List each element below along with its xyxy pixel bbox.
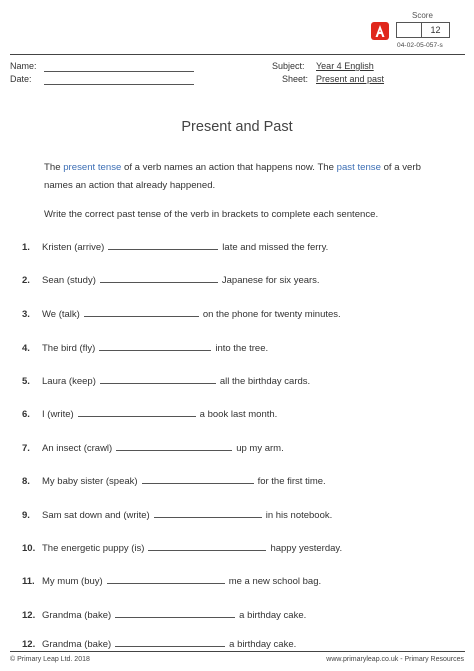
question-rest: a book last month. bbox=[199, 409, 278, 420]
intro-text: of a verb names an action that happens now. The bbox=[121, 162, 337, 173]
score-label: Score bbox=[412, 11, 433, 20]
score-total: 12 bbox=[430, 25, 441, 35]
question-prompt: The bird (fly) bbox=[42, 343, 96, 354]
question-prompt: I (write) bbox=[42, 409, 74, 420]
question-rest: happy yesterday. bbox=[270, 543, 343, 554]
header-rule bbox=[10, 54, 465, 55]
answer-blank[interactable] bbox=[116, 441, 232, 451]
question-rest: Japanese for six years. bbox=[221, 275, 320, 286]
date-label: Date: bbox=[10, 74, 32, 84]
answer-blank[interactable] bbox=[148, 541, 266, 551]
answer-blank[interactable] bbox=[99, 341, 211, 351]
answer-blank[interactable] bbox=[78, 407, 196, 417]
sheet-value: Present and past bbox=[316, 74, 385, 84]
question-prompt: Kristen (arrive) bbox=[42, 242, 105, 253]
question-item bbox=[22, 508, 332, 522]
question-number: 11. bbox=[22, 576, 35, 587]
intro-paragraph bbox=[44, 159, 444, 194]
question-item bbox=[22, 474, 326, 488]
answer-blank[interactable] bbox=[108, 240, 218, 250]
question-number: 4. bbox=[22, 343, 30, 354]
answer-blank[interactable] bbox=[100, 374, 216, 384]
question-rest: all the birthday cards. bbox=[219, 376, 311, 387]
question-item bbox=[22, 541, 342, 555]
question-item bbox=[22, 341, 268, 355]
score-input[interactable] bbox=[397, 23, 422, 37]
question-prompt: My baby sister (speak) bbox=[42, 476, 138, 487]
question-prompt: The energetic puppy (is) bbox=[42, 543, 145, 554]
question-item bbox=[22, 637, 296, 651]
question-prompt: My mum (buy) bbox=[42, 576, 103, 587]
question-rest: on the phone for twenty minutes. bbox=[202, 309, 341, 320]
subject-value: Year 4 English bbox=[316, 61, 374, 71]
answer-blank[interactable] bbox=[107, 574, 225, 584]
question-number: 2. bbox=[22, 275, 30, 286]
question-number: 12. bbox=[22, 610, 36, 621]
intro-text: The bbox=[44, 162, 64, 173]
question-rest: for the first time. bbox=[257, 476, 326, 487]
question-item bbox=[22, 441, 284, 455]
question-item bbox=[22, 240, 328, 254]
past-tense-term: past tense bbox=[336, 162, 381, 173]
footer-rule bbox=[10, 651, 465, 652]
question-rest: a birthday cake. bbox=[239, 610, 307, 621]
score-box bbox=[396, 22, 450, 38]
question-number: 9. bbox=[22, 510, 30, 521]
question-item bbox=[22, 574, 321, 588]
question-item bbox=[22, 374, 310, 388]
intro-text: of a verb names an action that already happened. bbox=[44, 162, 421, 191]
website-link[interactable]: www.primaryleap.co.uk - Primary Resources bbox=[326, 656, 464, 663]
copyright-text: © Primary Leap Ltd. 2018 bbox=[10, 656, 90, 663]
answer-blank[interactable] bbox=[84, 307, 199, 317]
question-prompt: An insect (crawl) bbox=[42, 443, 113, 454]
question-prompt: Sam sat down and (write) bbox=[42, 510, 150, 521]
question-rest: up my arm. bbox=[236, 443, 284, 454]
present-tense-term: present tense bbox=[63, 162, 122, 173]
question-item bbox=[22, 407, 277, 421]
question-item bbox=[22, 608, 306, 622]
question-rest: into the tree. bbox=[215, 343, 269, 354]
question-number: 12. bbox=[22, 639, 36, 650]
answer-blank[interactable] bbox=[100, 273, 218, 283]
question-item bbox=[22, 273, 320, 287]
question-rest: late and missed the ferry. bbox=[222, 242, 329, 253]
name-field[interactable] bbox=[44, 71, 194, 72]
question-rest: me a new school bag. bbox=[228, 576, 322, 587]
answer-blank[interactable] bbox=[115, 608, 235, 618]
question-prompt: Grandma (bake) bbox=[42, 639, 112, 650]
question-number: 7. bbox=[22, 443, 30, 454]
question-number: 3. bbox=[22, 309, 30, 320]
question-prompt: Sean (study) bbox=[42, 275, 96, 286]
question-number: 1. bbox=[22, 242, 30, 253]
answer-blank[interactable] bbox=[142, 474, 254, 484]
question-prompt: Laura (keep) bbox=[42, 376, 96, 387]
question-prompt: We (talk) bbox=[42, 309, 80, 320]
question-number: 8. bbox=[22, 476, 30, 487]
primary-leap-logo-icon bbox=[371, 22, 389, 40]
question-prompt: Grandma (bake) bbox=[42, 610, 112, 621]
question-number: 5. bbox=[22, 376, 30, 387]
answer-blank[interactable] bbox=[154, 508, 262, 518]
question-number: 6. bbox=[22, 409, 30, 420]
subject-label: Subject: bbox=[272, 61, 305, 71]
question-number: 10. bbox=[22, 543, 36, 554]
answer-blank[interactable] bbox=[115, 637, 225, 647]
date-field[interactable] bbox=[44, 84, 194, 85]
worksheet-code: 04-02-05-057-s bbox=[397, 42, 443, 49]
sheet-label: Sheet: bbox=[282, 74, 309, 84]
question-rest: in his notebook. bbox=[265, 510, 333, 521]
page-title: Present and Past bbox=[181, 119, 293, 135]
name-label: Name: bbox=[10, 61, 37, 71]
question-rest: a birthday cake. bbox=[229, 639, 297, 650]
question-item bbox=[22, 307, 341, 321]
instructions: Write the correct past tense of the verb in brackets to complete each sentence. bbox=[44, 209, 379, 220]
